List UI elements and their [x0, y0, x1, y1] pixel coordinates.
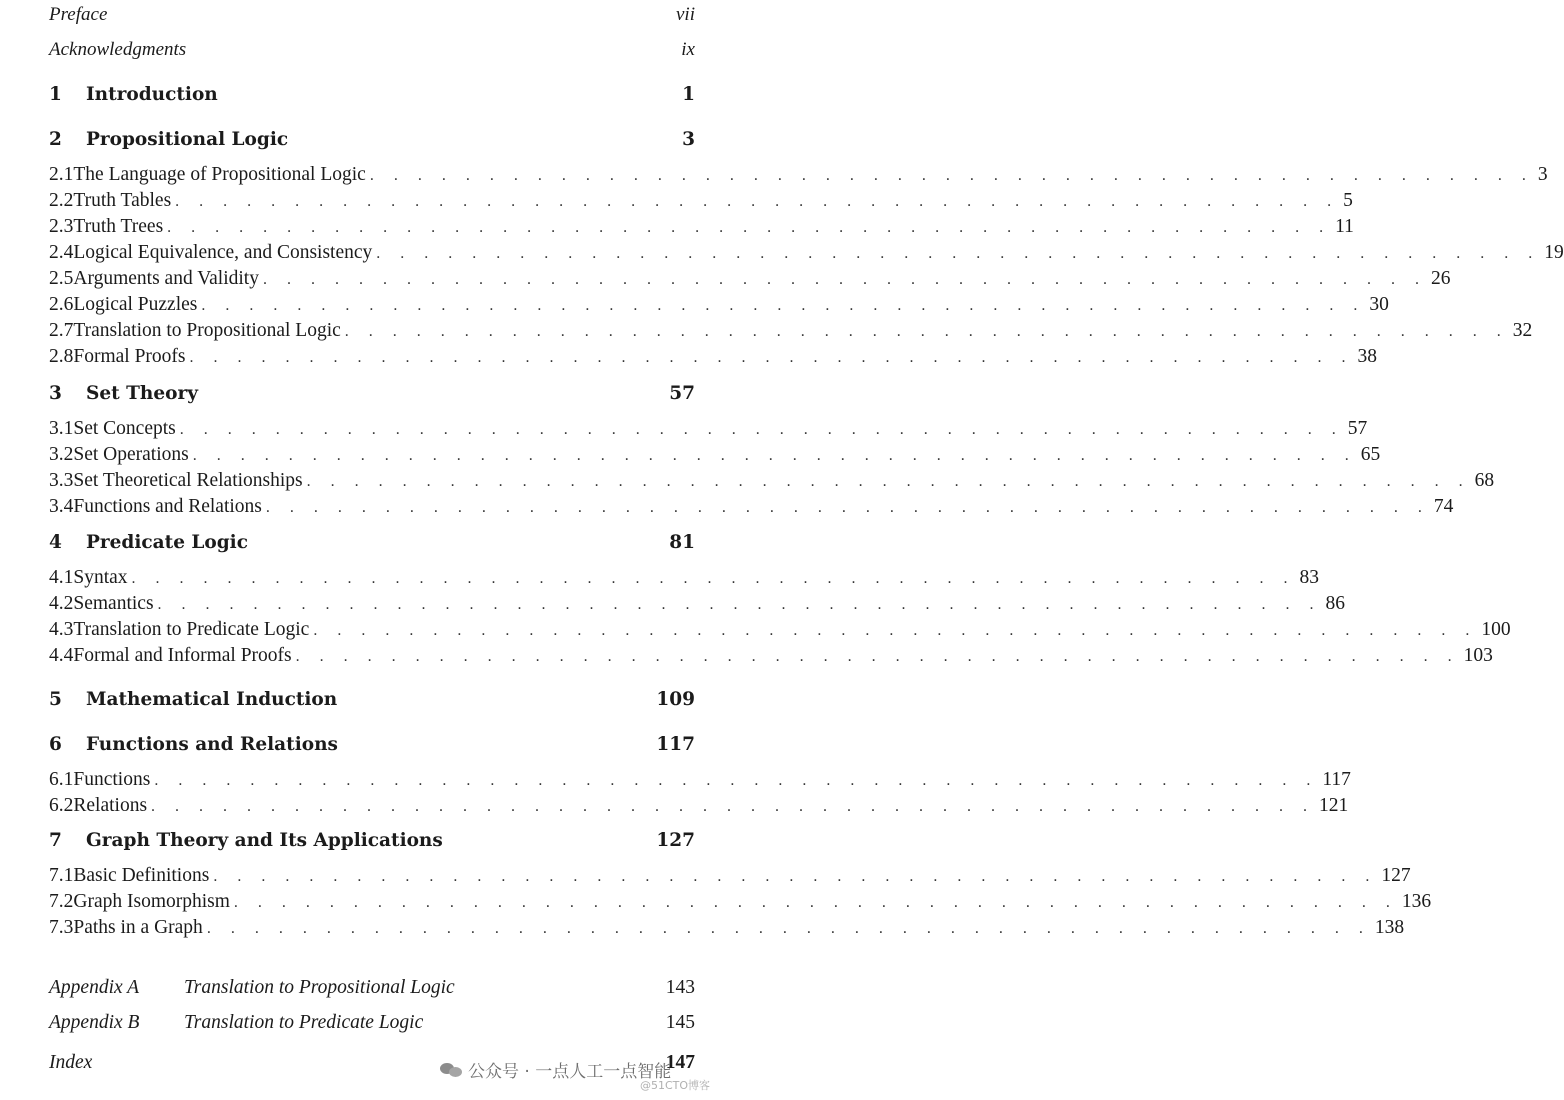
chapter-number: 4 [49, 532, 62, 553]
appendix-label: Appendix A [49, 977, 140, 998]
section-title: Translation to Predicate Logic [73, 619, 310, 640]
chapter-entry[interactable] [49, 689, 695, 723]
dot-leader: . . . . . . . . . . . . . . . . . . . . . . . . . . . . . . . . . . . . . . . . . . . . . . . . . [179, 421, 1344, 438]
section-title: Set Concepts [73, 418, 176, 439]
chapter-entry[interactable] [49, 383, 695, 417]
dot-leader: . . . . . . . . . . . . . . . . . . . . . . . . . . . . . . . . . . . . . . . . . . . . . . . . . [376, 245, 1541, 262]
section-title: The Language of Propositional Logic [73, 164, 366, 185]
dot-leader: . . . . . . . . . . . . . . . . . . . . . . . . . . . . . . . . . . . . . . . . . . . . . . . . . [154, 772, 1319, 789]
section-number: 7.3 [49, 917, 74, 938]
dot-leader: . . . . . . . . . . . . . . . . . . . . . . . . . . . . . . . . . . . . . . . . . . . . . . . . . [369, 167, 1534, 184]
dot-leader: . . . . . . . . . . . . . . . . . . . . . . . . . . . . . . . . . . . . . . . . . . . . . . . . . [233, 894, 1398, 911]
dot-leader: . . . . . . . . . . . . . . . . . . . . . . . . . . . . . . . . . . . . . . . . . . . . . . . . . [151, 798, 1316, 815]
section-page: 100 [1481, 619, 1511, 640]
chapter-entry[interactable] [49, 830, 695, 864]
section-number: 2.7 [49, 320, 74, 341]
chapter-title: Set Theory [86, 383, 198, 404]
chapter-page: 57 [669, 383, 695, 404]
dot-leader: . . . . . . . . . . . . . . . . . . . . . . . . . . . . . . . . . . . . . . . . . . . . . . . . . [344, 323, 1509, 340]
section-number: 3.1 [49, 418, 74, 439]
chapter-number: 1 [49, 84, 62, 105]
appendix-title: Translation to Propositional Logic [184, 977, 455, 998]
section-entry[interactable] [49, 164, 1548, 190]
section-title: Basic Definitions [73, 865, 210, 886]
section-number: 2.8 [49, 346, 74, 367]
section-title: Functions [73, 769, 151, 790]
section-title: Syntax [73, 567, 128, 588]
chapter-number: 7 [49, 830, 62, 851]
section-entry[interactable] [49, 795, 1349, 821]
section-title: Formal and Informal Proofs [73, 645, 292, 666]
section-entry[interactable] [49, 593, 1346, 619]
section-entry[interactable] [49, 294, 1389, 320]
section-page: 38 [1357, 346, 1377, 367]
chapter-title: Mathematical Induction [86, 689, 338, 710]
section-title: Graph Isomorphism [73, 891, 230, 912]
front-matter-page: vii [676, 4, 695, 25]
section-number: 2.3 [49, 216, 74, 237]
front-matter-list [49, 0, 695, 70]
section-title: Set Operations [73, 444, 189, 465]
section-number: 6.2 [49, 795, 74, 816]
chapter-page: 109 [656, 689, 695, 710]
section-page: 57 [1347, 418, 1368, 439]
section-page: 3 [1537, 164, 1548, 185]
front-matter-entry[interactable] [49, 35, 695, 70]
chapter-title: Propositional Logic [86, 129, 289, 150]
section-number: 3.4 [49, 496, 74, 517]
section-page: 19 [1544, 242, 1564, 263]
front-matter-page: ix [681, 39, 695, 60]
section-number: 2.1 [49, 164, 74, 185]
index-page: 147 [665, 1052, 695, 1073]
section-number: 2.2 [49, 190, 74, 211]
chapter-page: 127 [656, 830, 695, 851]
dot-leader: . . . . . . . . . . . . . . . . . . . . . . . . . . . . . . . . . . . . . . . . . . . . . . . . . [213, 868, 1378, 885]
section-page: 32 [1512, 320, 1533, 341]
chapter-entry[interactable] [49, 532, 695, 566]
section-number: 4.4 [49, 645, 74, 666]
section-title: Relations [73, 795, 148, 816]
section-number: 6.1 [49, 769, 74, 790]
chapter-page: 1 [682, 84, 695, 105]
dot-leader: . . . . . . . . . . . . . . . . . . . . . . . . . . . . . . . . . . . . . . . . . . . . . . . . . [306, 473, 1471, 490]
dot-leader: . . . . . . . . . . . . . . . . . . . . . . . . . . . . . . . . . . . . . . . . . . . . . . . . . [167, 219, 1332, 236]
front-matter-entry[interactable] [49, 0, 695, 35]
appendix-entry[interactable] [49, 1012, 695, 1047]
section-entry[interactable] [49, 619, 1511, 645]
chapter-number: 5 [49, 689, 62, 710]
section-entry[interactable] [49, 216, 1354, 242]
dot-leader: . . . . . . . . . . . . . . . . . . . . . . . . . . . . . . . . . . . . . . . . . . . . . . . . . [157, 596, 1322, 613]
section-number: 7.1 [49, 865, 74, 886]
section-page: 86 [1325, 593, 1346, 614]
section-page: 83 [1299, 567, 1320, 588]
appendix-entry[interactable] [49, 977, 695, 1012]
section-page: 121 [1319, 795, 1349, 816]
section-title: Semantics [73, 593, 154, 614]
dot-leader: . . . . . . . . . . . . . . . . . . . . . . . . . . . . . . . . . . . . . . . . . . . . . . . . . [262, 271, 1427, 288]
section-page: 5 [1343, 190, 1353, 211]
section-page: 127 [1381, 865, 1411, 886]
section-number: 4.1 [49, 567, 74, 588]
watermark-text: 公众号 · 一点人工一点智能 [468, 1062, 672, 1082]
section-page: 30 [1369, 294, 1389, 315]
chapter-number: 6 [49, 734, 62, 755]
section-title: Functions and Relations [73, 496, 262, 517]
section-entry[interactable] [49, 567, 1320, 593]
chapter-title: Graph Theory and Its Applications [86, 830, 443, 851]
front-matter-label: Preface [49, 4, 108, 25]
section-entry[interactable] [49, 645, 1493, 671]
chapter-entry[interactable] [49, 129, 695, 163]
section-entry[interactable] [49, 917, 1405, 943]
section-page: 26 [1430, 268, 1451, 289]
dot-leader: . . . . . . . . . . . . . . . . . . . . . . . . . . . . . . . . . . . . . . . . . . . . . . . . . [295, 648, 1460, 665]
section-page: 11 [1335, 216, 1354, 237]
chapter-title: Predicate Logic [86, 532, 248, 553]
section-page: 117 [1322, 769, 1351, 790]
section-title: Paths in a Graph [73, 917, 203, 938]
section-number: 3.2 [49, 444, 74, 465]
section-number: 2.6 [49, 294, 74, 315]
chapter-number: 2 [49, 129, 62, 150]
dot-leader: . . . . . . . . . . . . . . . . . . . . . . . . . . . . . . . . . . . . . . . . . . . . . . . . . [313, 622, 1478, 639]
appendix-title: Translation to Predicate Logic [184, 1012, 424, 1033]
section-number: 7.2 [49, 891, 74, 912]
chapter-page: 117 [656, 734, 695, 755]
section-number: 2.5 [49, 268, 74, 289]
dot-leader: . . . . . . . . . . . . . . . . . . . . . . . . . . . . . . . . . . . . . . . . . . . . . . . . . [175, 193, 1340, 210]
chapter-page: 3 [682, 129, 695, 150]
section-title: Truth Tables [73, 190, 172, 211]
chapter-entry[interactable] [49, 734, 695, 768]
section-entry[interactable] [49, 769, 1351, 795]
section-entry[interactable] [49, 268, 1451, 294]
section-entry[interactable] [49, 891, 1432, 917]
section-entry[interactable] [49, 190, 1353, 216]
index-label: Index [49, 1052, 93, 1073]
chapter-number: 3 [49, 383, 62, 404]
section-page: 138 [1374, 917, 1405, 938]
chapter-title: Introduction [86, 84, 218, 105]
section-number: 2.4 [49, 242, 74, 263]
section-title: Truth Trees [73, 216, 164, 237]
section-page: 68 [1474, 470, 1495, 491]
dot-leader: . . . . . . . . . . . . . . . . . . . . . . . . . . . . . . . . . . . . . . . . . . . . . . . . . [265, 499, 1430, 516]
section-page: 136 [1401, 891, 1432, 912]
section-entry[interactable] [49, 320, 1533, 346]
section-title: Arguments and Validity [73, 268, 259, 289]
section-entry[interactable] [49, 418, 1368, 444]
section-number: 4.2 [49, 593, 74, 614]
chapter-entry[interactable] [49, 84, 695, 118]
section-title: Set Theoretical Relationships [73, 470, 303, 491]
wechat-icon [440, 1062, 462, 1078]
dot-leader: . . . . . . . . . . . . . . . . . . . . . . . . . . . . . . . . . . . . . . . . . . . . . . . . . [131, 570, 1296, 587]
section-title: Translation to Propositional Logic [73, 320, 341, 341]
section-number: 3.3 [49, 470, 74, 491]
dot-leader: . . . . . . . . . . . . . . . . . . . . . . . . . . . . . . . . . . . . . . . . . . . . . . . . . [206, 920, 1371, 937]
watermark-secondary: @51CTO博客 [640, 1079, 711, 1092]
section-entry[interactable] [49, 346, 1377, 372]
appendix-page: 143 [665, 977, 695, 998]
chapter-page: 81 [669, 532, 695, 553]
appendix-label: Appendix B [49, 1012, 140, 1033]
section-page: 65 [1360, 444, 1381, 465]
section-entry[interactable] [49, 242, 1564, 268]
appendix-page: 145 [665, 1012, 695, 1033]
section-title: Logical Equivalence, and Consistency [73, 242, 373, 263]
section-page: 74 [1433, 496, 1454, 517]
section-page: 103 [1463, 645, 1493, 666]
section-entry[interactable] [49, 865, 1411, 891]
watermark [440, 1057, 671, 1082]
section-number: 4.3 [49, 619, 74, 640]
section-entry[interactable] [49, 496, 1454, 522]
dot-leader: . . . . . . . . . . . . . . . . . . . . . . . . . . . . . . . . . . . . . . . . . . . . . . . . . [192, 447, 1357, 464]
section-title: Formal Proofs [73, 346, 186, 367]
section-title: Logical Puzzles [73, 294, 198, 315]
dot-leader: . . . . . . . . . . . . . . . . . . . . . . . . . . . . . . . . . . . . . . . . . . . . . . . . . [201, 297, 1366, 314]
section-entry[interactable] [49, 444, 1381, 470]
front-matter-label: Acknowledgments [49, 39, 187, 60]
chapter-title: Functions and Relations [86, 734, 338, 755]
section-entry[interactable] [49, 470, 1495, 496]
dot-leader: . . . . . . . . . . . . . . . . . . . . . . . . . . . . . . . . . . . . . . . . . . . . . . . . . [189, 349, 1354, 366]
